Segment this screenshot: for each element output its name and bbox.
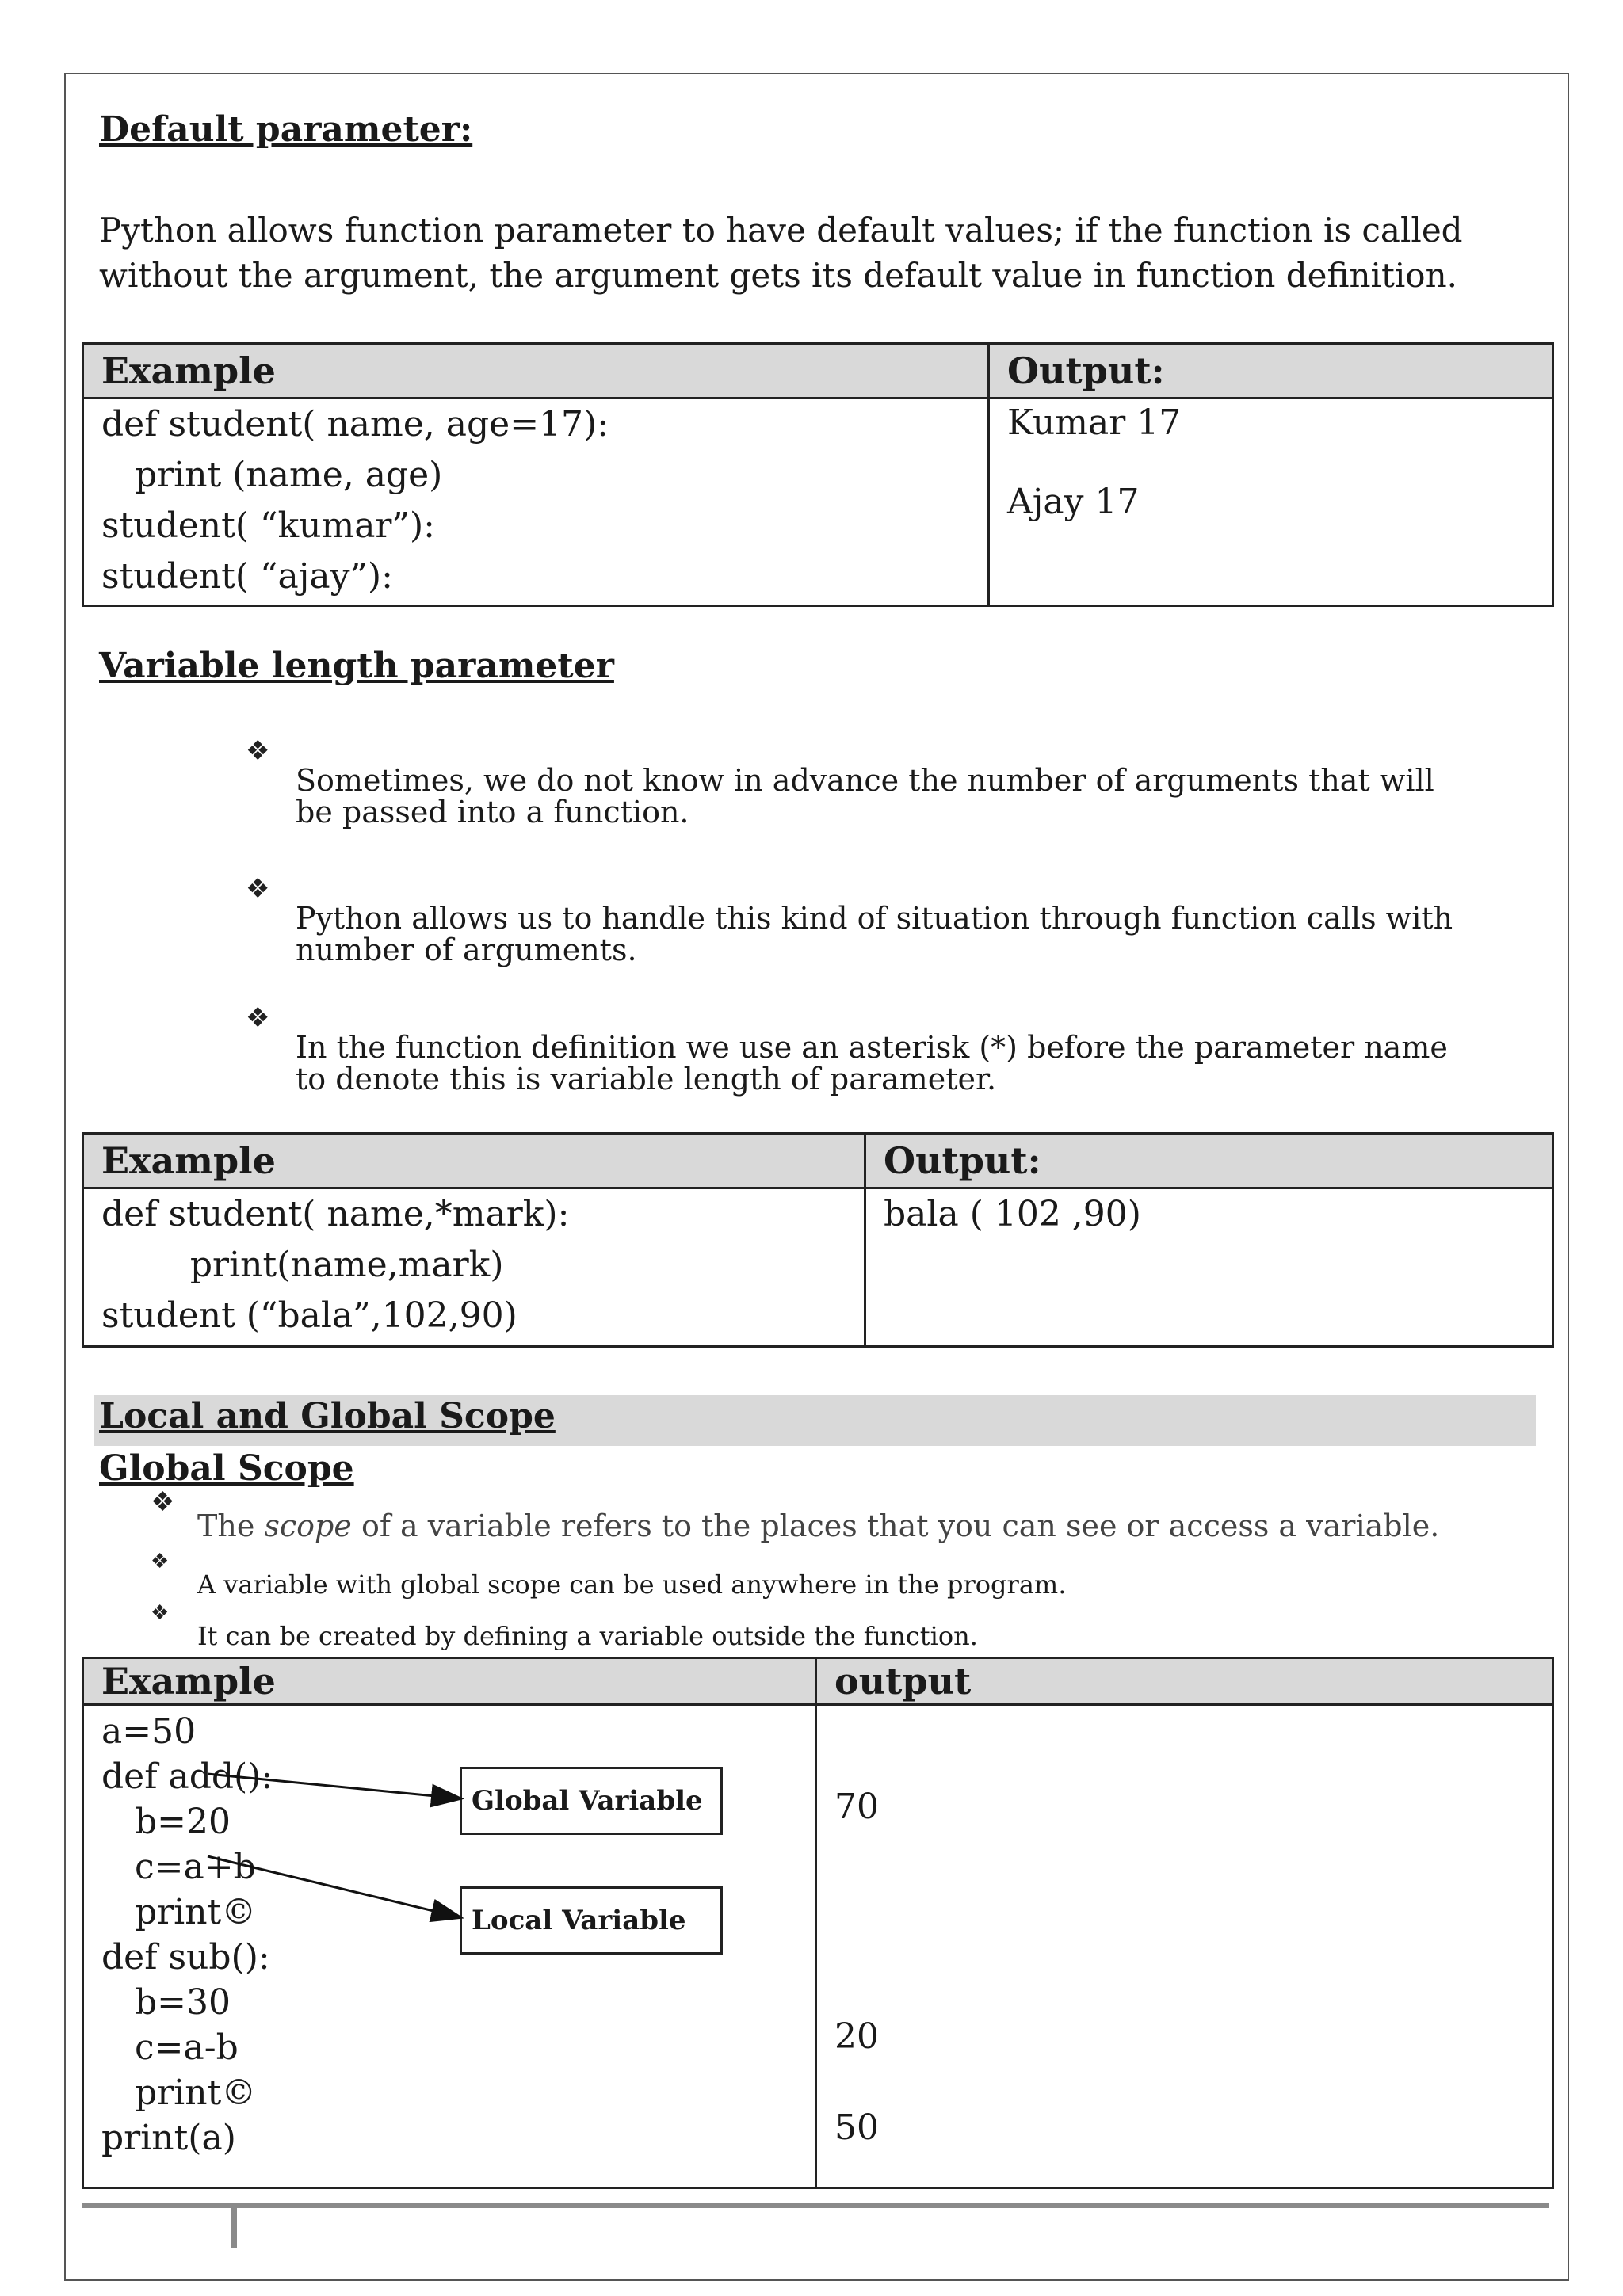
default-param-paragraph-line1: Python allows function parameter to have default values; if the function is called [99, 211, 1463, 250]
output-line: Kumar 17 [1007, 402, 1182, 443]
footer-tick [231, 2208, 237, 2248]
bullet-text: In the function definition we use an asterisk (*) before the parameter name to denote this is variable length of parameter. [296, 1030, 1448, 1097]
section-heading-variable-length: Variable length parameter [99, 646, 614, 686]
footer-rule [82, 2203, 1549, 2208]
scope-bullet-3: It can be created by defining a variable outside the function. [197, 1621, 978, 1651]
output-line: 70 [834, 1787, 879, 1827]
code-line: print(a) [101, 2118, 236, 2158]
global-variable-arrow [208, 1774, 460, 1798]
subheading-global-scope: Global Scope [99, 1448, 354, 1489]
global-variable-label: Global Variable [460, 1767, 723, 1835]
output-line: 20 [834, 2016, 879, 2057]
section-heading-scope: Local and Global Scope [99, 1396, 556, 1436]
four-diamond-bullet-icon: ❖ [151, 1486, 175, 1518]
table-header-example: Example [83, 344, 989, 399]
local-variable-arrow [208, 1856, 460, 1917]
code-line: a=50 [101, 1711, 197, 1752]
table-header-output: Output: [865, 1134, 1553, 1188]
code-line: def add(): [101, 1756, 273, 1797]
four-diamond-bullet-icon: ❖ [151, 1601, 170, 1625]
table-header-output: output [816, 1658, 1553, 1705]
code-block: def student( name, age=17): print (name, age) student( “kumar”): student( “ajay”): [101, 404, 609, 597]
code-line: def sub(): [101, 1937, 270, 1978]
four-diamond-bullet-icon: ❖ [246, 1002, 270, 1034]
table-header-example: Example [83, 1658, 816, 1705]
local-variable-label: Local Variable [460, 1886, 723, 1955]
four-diamond-bullet-icon: ❖ [151, 1550, 170, 1573]
table-header-output: Output: [989, 344, 1553, 399]
code-line: print© [101, 1892, 257, 1932]
output-line: 50 [834, 2107, 879, 2148]
scope-bullet-2: A variable with global scope can be used anywhere in the program. [197, 1569, 1067, 1600]
output-line: bala ( 102 ,90) [884, 1194, 1141, 1234]
four-diamond-bullet-icon: ❖ [246, 735, 270, 767]
bullet-text: Sometimes, we do not know in advance the number of arguments that will be passed into a function. [296, 763, 1434, 830]
code-block: def student( name,*mark): print(name,mark) student (“bala”,102,90) [101, 1194, 570, 1336]
section-heading-default-parameter: Default parameter: [99, 109, 473, 150]
code-line: print© [101, 2073, 257, 2113]
table-header-example: Example [83, 1134, 865, 1188]
output-line: Ajay 17 [1007, 482, 1140, 522]
code-line: c=a-b [101, 2027, 239, 2068]
four-diamond-bullet-icon: ❖ [246, 873, 270, 905]
scope-bullet-1: The scope of a variable refers to the places that you can see or access a variable. [197, 1508, 1440, 1543]
code-line: b=30 [101, 1982, 231, 2023]
bullet-text: Python allows us to handle this kind of situation through function calls with number of arguments. [296, 901, 1453, 967]
code-line: b=20 [101, 1802, 231, 1842]
code-line: c=a+b [101, 1847, 256, 1887]
default-param-paragraph-line2: without the argument, the argument gets its default value in function definition. [99, 256, 1457, 295]
